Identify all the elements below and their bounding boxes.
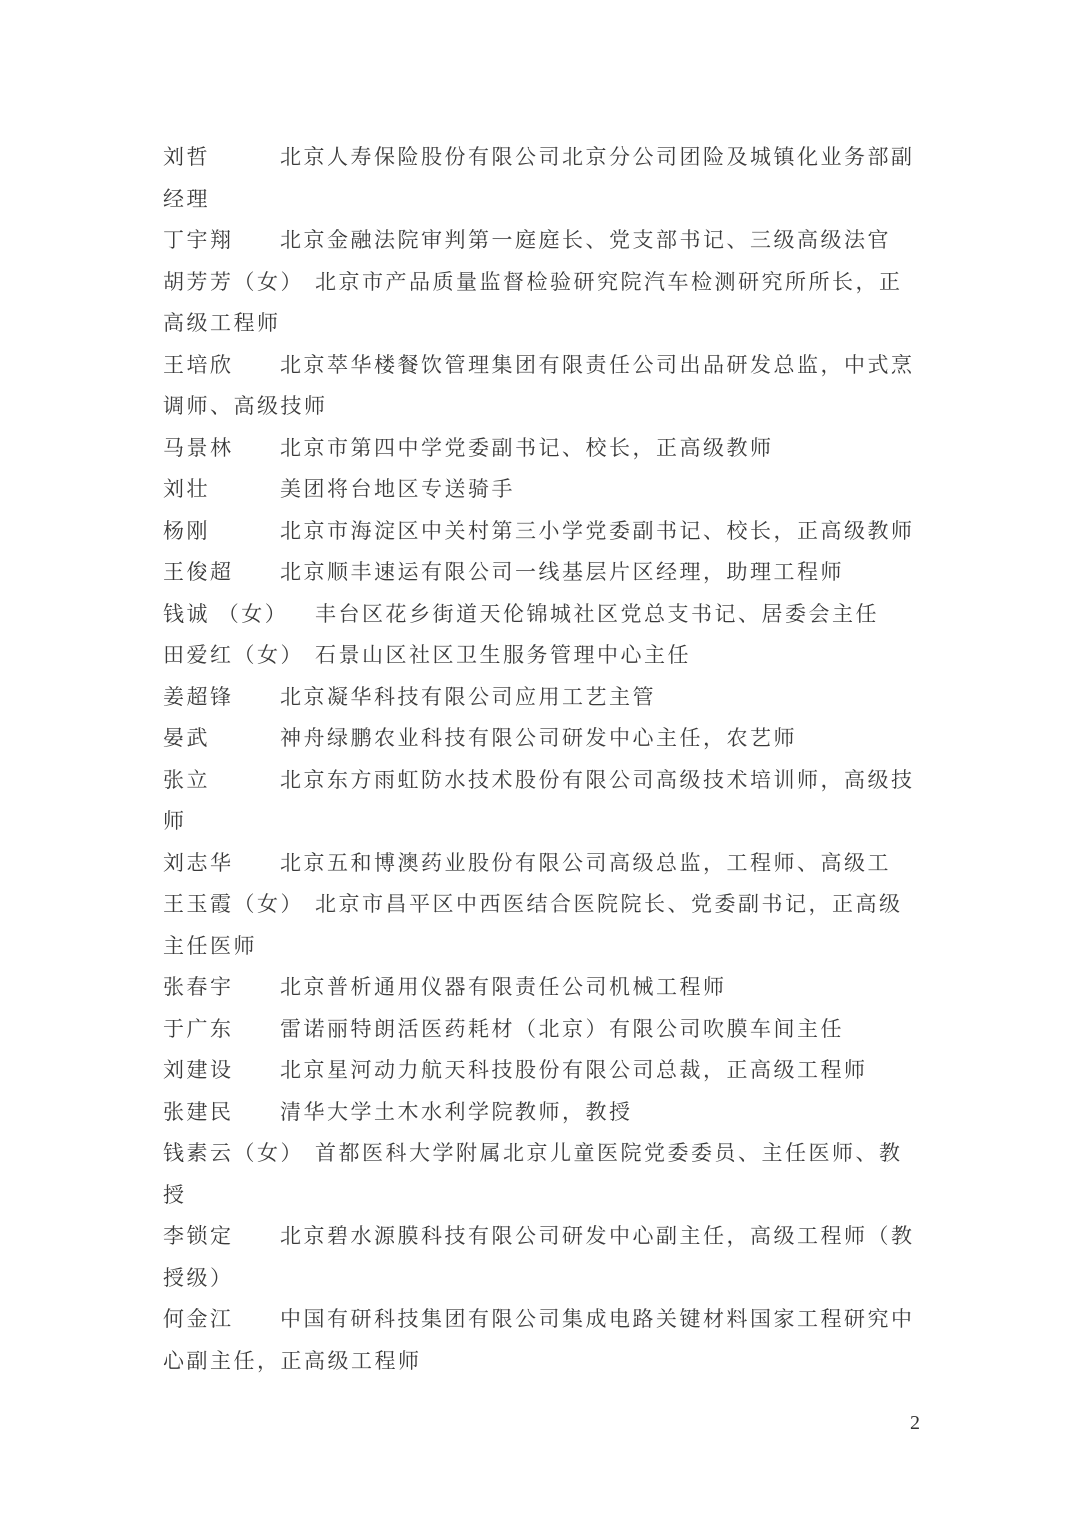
person-title: 神舟绿鹏农业科技有限公司研发中心主任，农艺师 xyxy=(280,726,797,750)
person-name: 王培欣 xyxy=(163,352,234,377)
person-name: 李锁定 xyxy=(163,1224,234,1248)
person-name: 刘壮 xyxy=(163,477,210,501)
list-item xyxy=(163,843,917,885)
list-item xyxy=(163,1092,917,1134)
person-name: 张立 xyxy=(163,767,210,792)
list-item xyxy=(163,760,917,843)
list-item xyxy=(163,884,917,967)
person-title: 石景山区社区卫生服务管理中心主任 xyxy=(315,643,691,667)
list-item xyxy=(163,1133,917,1216)
person-name: 刘哲 xyxy=(163,145,210,169)
list-item xyxy=(163,594,917,636)
list-item xyxy=(163,137,917,220)
person-name: 钱素云（女） xyxy=(163,1141,304,1165)
person-title: 首都医科大学附属北京儿童医院党委委员、主任医师、教授 xyxy=(163,1141,903,1207)
page-number: 2 xyxy=(910,1412,920,1434)
list-item xyxy=(163,345,917,428)
person-name: 王俊超 xyxy=(163,560,234,584)
honoree-list xyxy=(163,137,917,1382)
person-title: 北京市产品质量监督检验研究院汽车检测研究所所长，正高级工程师 xyxy=(163,269,903,335)
person-title: 北京市第四中学党委副书记、校长，正高级教师 xyxy=(280,435,774,460)
person-title: 北京碧水源膜科技有限公司研发中心副主任，高级工程师（教授级） xyxy=(163,1224,915,1290)
person-title: 北京市昌平区中西医结合医院院长、党委副书记，正高级主任医师 xyxy=(163,892,903,958)
person-name: 晏武 xyxy=(163,726,210,750)
list-item xyxy=(163,262,917,345)
list-item xyxy=(163,511,917,553)
person-name: 王玉霞（女） xyxy=(163,892,304,916)
person-name: 何金江 xyxy=(163,1307,234,1331)
list-item xyxy=(163,428,917,470)
list-item xyxy=(163,1216,917,1299)
person-title: 丰台区花乡街道天伦锦城社区党总支书记、居委会主任 xyxy=(315,601,879,626)
person-title: 北京东方雨虹防水技术股份有限公司高级技术培训师，高级技师 xyxy=(163,767,915,833)
person-title: 美团将台地区专送骑手 xyxy=(280,477,515,501)
person-name: 于广东 xyxy=(163,1016,234,1041)
person-title: 北京普析通用仪器有限责任公司机械工程师 xyxy=(280,975,727,999)
person-title: 北京五和博澳药业股份有限公司高级总监，工程师、高级工 xyxy=(280,850,891,875)
list-item xyxy=(163,552,917,594)
person-name: 张建民 xyxy=(163,1099,234,1124)
person-title: 中国有研科技集团有限公司集成电路关键材料国家工程研究中心副主任，正高级工程师 xyxy=(163,1307,915,1373)
list-item xyxy=(163,1009,917,1051)
list-item xyxy=(163,677,917,719)
list-item xyxy=(163,718,917,760)
person-name: 张春宇 xyxy=(163,975,234,999)
person-title: 雷诺丽特朗活医药耗材（北京）有限公司吹膜车间主任 xyxy=(280,1016,844,1041)
person-name: 姜超锋 xyxy=(163,684,234,709)
list-item xyxy=(163,1299,917,1382)
list-item xyxy=(163,1050,917,1092)
person-title: 北京萃华楼餐饮管理集团有限责任公司出品研发总监，中式烹调师、高级技师 xyxy=(163,352,915,418)
list-item xyxy=(163,220,917,262)
list-item xyxy=(163,967,917,1009)
person-title: 北京顺丰速运有限公司一线基层片区经理，助理工程师 xyxy=(280,560,844,584)
person-title: 北京人寿保险股份有限公司北京分公司团险及城镇化业务部副经理 xyxy=(163,145,915,211)
person-name: 田爱红（女） xyxy=(163,643,304,667)
list-item xyxy=(163,635,917,677)
page-footer xyxy=(910,1408,920,1438)
person-name: 马景林 xyxy=(163,435,234,460)
person-name: 钱诚 （女） xyxy=(163,601,289,626)
person-name: 刘建设 xyxy=(163,1058,234,1082)
person-title: 清华大学土木水利学院教师，教授 xyxy=(280,1099,633,1124)
person-name: 杨刚 xyxy=(163,518,210,543)
person-title: 北京金融法院审判第一庭庭长、党支部书记、三级高级法官 xyxy=(280,228,891,252)
person-name: 丁宇翔 xyxy=(163,228,234,252)
person-title: 北京市海淀区中关村第三小学党委副书记、校长，正高级教师 xyxy=(280,518,915,543)
person-name: 刘志华 xyxy=(163,850,234,875)
person-title: 北京星河动力航天科技股份有限公司总裁，正高级工程师 xyxy=(280,1058,868,1082)
list-item xyxy=(163,469,917,511)
person-title: 北京凝华科技有限公司应用工艺主管 xyxy=(280,684,656,709)
person-name: 胡芳芳（女） xyxy=(163,269,304,294)
